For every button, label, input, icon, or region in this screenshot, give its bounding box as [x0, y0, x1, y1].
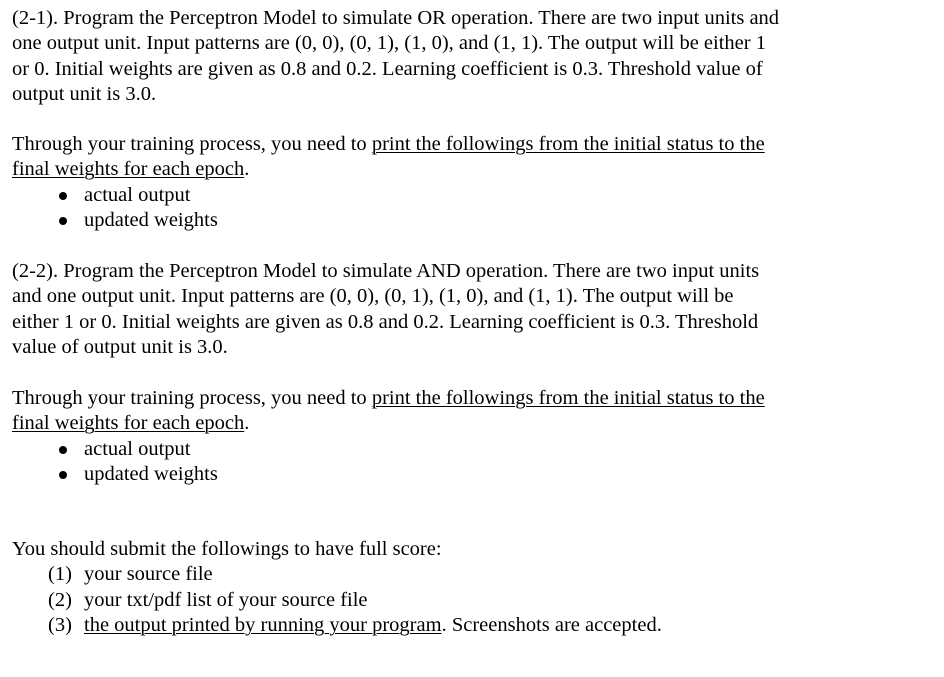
list-item: [12, 462, 765, 487]
submission-intro: You should submit the followings to have full score:: [12, 538, 442, 560]
section-2-1-training-line-2: [12, 157, 765, 182]
list-item: [12, 588, 662, 613]
section-2-2-training: [12, 386, 765, 487]
section-2-1-line-2: one output unit. Input patterns are (0, 0), (0, 1), (1, 0), and (1, 1). The output will be either 1: [12, 32, 766, 55]
training-intro-text: Through your training process, you need to: [12, 387, 372, 409]
submission-list: [12, 562, 662, 638]
item-text: your txt/pdf list of your source file: [84, 588, 368, 611]
bullet-text: updated weights: [84, 462, 218, 485]
bullet-icon: [59, 192, 67, 200]
section-2-2-training-line-1: [12, 386, 765, 411]
list-item: [12, 562, 662, 587]
bullet-text: actual output: [84, 183, 191, 206]
section-2-2-line-4: value of output unit is 3.0.: [12, 335, 228, 358]
section-2-1-line-1: (2-1). Program the Perceptron Model to simulate OR operation. There are two input units and: [12, 7, 780, 29]
item-underlined-text: the output printed by running your program: [84, 613, 442, 636]
section-2-2-line-1: (2-2). Program the Perceptron Model to simulate AND operation. There are two input units: [12, 260, 760, 282]
training-underlined-text: print the followings from the initial status to the: [371, 133, 765, 155]
section-2-1-line-4: output unit is 3.0.: [12, 82, 157, 105]
section-2-1-bullet-list: [12, 183, 765, 234]
item-text: your source file: [84, 563, 213, 586]
section-2-1-line-3: or 0. Initial weights are given as 0.8 and 0.2. Learning coefficient is 0.3. Threshold value of: [12, 57, 763, 80]
training-end-text: .: [244, 412, 250, 435]
bullet-text: actual output: [84, 437, 191, 460]
bullet-icon: [59, 446, 67, 454]
bullet-icon: [59, 217, 67, 225]
section-2-2-bullet-list: [12, 437, 765, 488]
list-item: [12, 437, 765, 462]
bullet-text: updated weights: [84, 208, 218, 231]
section-2-2-line-3: either 1 or 0. Initial weights are given as 0.8 and 0.2. Learning coefficient is 0.3. Threshold: [12, 310, 759, 333]
training-intro-text: Through your training process, you need to: [12, 133, 372, 155]
training-underlined-text: final weights for each epoch: [12, 158, 245, 181]
submission-section: [12, 537, 662, 638]
section-2-2-training-line-2: [12, 411, 765, 436]
item-number: (3): [48, 613, 72, 636]
training-end-text: .: [244, 158, 250, 181]
section-2-1-training: [12, 132, 765, 233]
training-underlined-text: print the followings from the initial status to the: [371, 387, 765, 409]
section-2-2-line-2: and one output unit. Input patterns are (0, 0), (0, 1), (1, 0), and (1, 1). The output will be: [12, 285, 734, 308]
item-number: (2): [48, 588, 72, 611]
list-item: [12, 183, 765, 208]
section-2-1-training-line-1: [12, 132, 765, 157]
training-underlined-text: final weights for each epoch: [12, 412, 245, 435]
section-2-1-description: [12, 6, 779, 107]
list-item: [12, 613, 662, 638]
list-item: [12, 208, 765, 233]
section-2-2-description: [12, 259, 759, 360]
bullet-icon: [59, 471, 67, 479]
item-rest-text: . Screenshots are accepted.: [441, 613, 662, 636]
item-number: (1): [48, 563, 72, 586]
